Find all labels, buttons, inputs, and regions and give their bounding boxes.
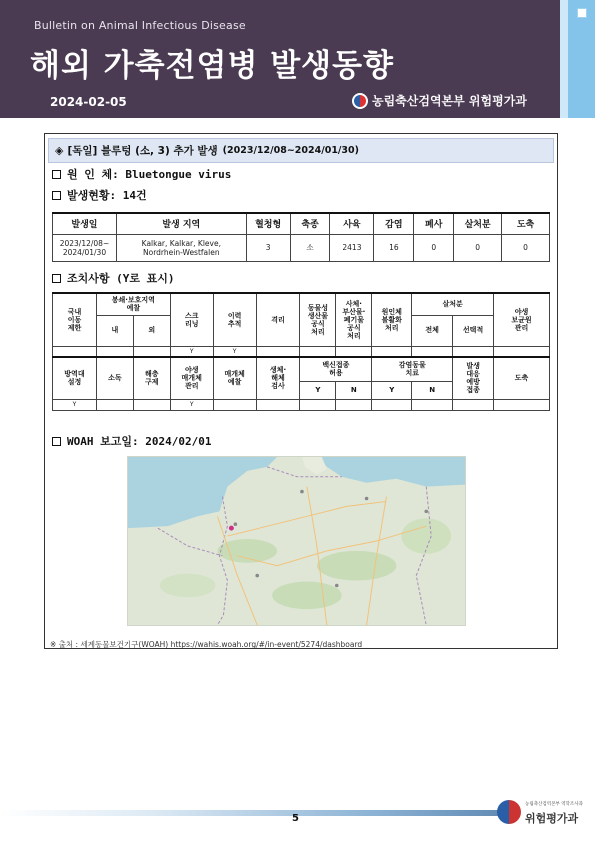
col-header: 살처분 bbox=[454, 213, 502, 234]
cell-serotype: 3 bbox=[246, 234, 290, 261]
col-header: 사육 bbox=[330, 213, 374, 234]
table-row bbox=[53, 234, 550, 261]
pathogen-text: 원 인 체: Bluetongue virus bbox=[67, 168, 232, 181]
outbreak-table-header bbox=[53, 213, 550, 234]
cell: Y bbox=[170, 399, 213, 410]
outbreak-map[interactable] bbox=[127, 456, 466, 626]
hdr-screening: 스크 리닝 bbox=[170, 293, 213, 346]
outbreak-table bbox=[52, 212, 550, 262]
checkbox-icon bbox=[52, 437, 61, 446]
hdr-slaughter: 살처분 bbox=[412, 293, 494, 315]
footer-org-name: 위험평가과 bbox=[525, 812, 579, 825]
cell bbox=[412, 346, 453, 357]
status-line bbox=[52, 187, 147, 203]
woah-text: WOAH 보고일: 2024/02/01 bbox=[67, 435, 212, 448]
hdr-slaughter-sel: 선택적 bbox=[453, 315, 494, 346]
hdr-vector-surv: 매개체 예찰 bbox=[213, 357, 256, 399]
hdr-treat-n: N bbox=[412, 381, 453, 399]
hdr-treat: 감염동물 치료 bbox=[372, 357, 453, 381]
cell bbox=[53, 346, 97, 357]
footer-logo-icon bbox=[497, 800, 521, 824]
col-header: 축종 bbox=[290, 213, 330, 234]
hdr-zone-in: 내 bbox=[96, 315, 133, 346]
header-side-mark bbox=[577, 8, 587, 18]
col-header: 폐사 bbox=[414, 213, 454, 234]
section-title-bar bbox=[48, 138, 554, 163]
woah-line bbox=[52, 433, 211, 449]
cell-susceptible: 2413 bbox=[330, 234, 374, 261]
cell-slaughtered: 0 bbox=[502, 234, 550, 261]
hdr-domestic: 국내 이동 제한 bbox=[53, 293, 97, 346]
hdr-vaccine: 백신접종 허용 bbox=[300, 357, 372, 381]
hdr-disinfect: 소독 bbox=[96, 357, 133, 399]
col-header: 발생일 bbox=[53, 213, 117, 234]
hdr-quarantine: 격리 bbox=[256, 293, 300, 346]
col-header: 도축 bbox=[502, 213, 550, 234]
cell: Y bbox=[170, 346, 213, 357]
page-title: 해외 가축전염병 발생동향 bbox=[30, 48, 394, 84]
org-name: 농림축산검역본부 위험평가과 bbox=[372, 94, 527, 108]
hdr-animal-products: 동물성 생산물 공식 처리 bbox=[300, 293, 336, 346]
cell bbox=[372, 346, 412, 357]
section-title: [독일] 블루텅 (소, 3) 추가 발생 bbox=[67, 145, 218, 157]
cell bbox=[96, 399, 133, 410]
checkbox-icon bbox=[52, 274, 61, 283]
cell bbox=[300, 399, 336, 410]
page-number: 5 bbox=[292, 813, 299, 824]
pathogen-line bbox=[52, 166, 231, 182]
table-row bbox=[53, 399, 550, 410]
hdr-zone: 봉쇄·보호지역 예찰 bbox=[96, 293, 170, 315]
measures-table bbox=[52, 292, 550, 411]
cell bbox=[494, 399, 550, 410]
cell-deaths: 0 bbox=[414, 234, 454, 261]
source-note: ※ 출처 : 세계동물보건기구(WOAH) https://wahis.woah.org/#/in-event/5274/dashboard bbox=[50, 640, 363, 649]
hdr-pest: 해충 구제 bbox=[133, 357, 170, 399]
cell: Y bbox=[213, 346, 256, 357]
cell-region: Kalkar, Kalkar, Kleve, Nordrhein-Westfalen bbox=[116, 234, 246, 261]
diamond-icon: ◈ bbox=[55, 144, 64, 157]
measures-line bbox=[52, 270, 175, 286]
cell-date: 2023/12/08~ 2024/01/30 bbox=[53, 234, 117, 261]
measures-text: 조치사항 (Y로 표시) bbox=[67, 272, 175, 285]
cell bbox=[256, 399, 300, 410]
col-header: 혈청형 bbox=[246, 213, 290, 234]
cell: Y bbox=[53, 399, 97, 410]
cell-killed: 0 bbox=[454, 234, 502, 261]
hdr-live-test: 생체· 해체 검사 bbox=[256, 357, 300, 399]
org-logo-icon bbox=[352, 93, 368, 109]
hdr-treat-y: Y bbox=[372, 381, 412, 399]
cell bbox=[256, 346, 300, 357]
hdr-wild: 야생 보균원 관리 bbox=[494, 293, 550, 346]
cell bbox=[412, 399, 453, 410]
hdr-pathogen: 원인체 불활화 처리 bbox=[372, 293, 412, 346]
cell bbox=[300, 346, 336, 357]
hdr-barrier: 방역대 설정 bbox=[53, 357, 97, 399]
col-header: 감염 bbox=[374, 213, 414, 234]
org-block bbox=[352, 92, 527, 109]
cell-cases: 16 bbox=[374, 234, 414, 261]
hdr-wild-vector: 야생 매개체 관리 bbox=[170, 357, 213, 399]
checkbox-icon bbox=[52, 170, 61, 179]
hdr-zone-out: 외 bbox=[133, 315, 170, 346]
cell bbox=[453, 346, 494, 357]
hdr-slaughter-all: 전체 bbox=[412, 315, 453, 346]
hdr-slaughter2: 도축 bbox=[494, 357, 550, 399]
table-row bbox=[53, 346, 550, 357]
cell bbox=[453, 399, 494, 410]
hdr-vaccine-n: N bbox=[336, 381, 372, 399]
cell bbox=[213, 399, 256, 410]
cell bbox=[96, 346, 133, 357]
cell bbox=[133, 399, 170, 410]
hdr-carcass: 사체· 부산물· 폐기물 공식 처리 bbox=[336, 293, 372, 346]
cell bbox=[372, 399, 412, 410]
map-graphic bbox=[128, 457, 465, 625]
section-period: (2023/12/08~2024/01/30) bbox=[222, 145, 359, 156]
status-text: 발생현황: 14건 bbox=[67, 189, 147, 202]
footer-gradient-line bbox=[0, 810, 520, 816]
cell bbox=[336, 346, 372, 357]
hdr-trace: 이력 추적 bbox=[213, 293, 256, 346]
cell bbox=[336, 399, 372, 410]
header-side-strip bbox=[560, 0, 568, 118]
publish-date: 2024-02-05 bbox=[50, 95, 127, 109]
hdr-vaccine-y: Y bbox=[300, 381, 336, 399]
cell bbox=[133, 346, 170, 357]
hdr-prevent: 발생 대응 예방 접종 bbox=[453, 357, 494, 399]
cell-species: 소 bbox=[290, 234, 330, 261]
footer-org-small: 농림축산검역본부 역학조사과 bbox=[525, 802, 583, 807]
col-header: 발생 지역 bbox=[116, 213, 246, 234]
cell bbox=[494, 346, 550, 357]
bulletin-subtitle: Bulletin on Animal Infectious Disease bbox=[34, 19, 246, 32]
checkbox-icon bbox=[52, 191, 61, 200]
